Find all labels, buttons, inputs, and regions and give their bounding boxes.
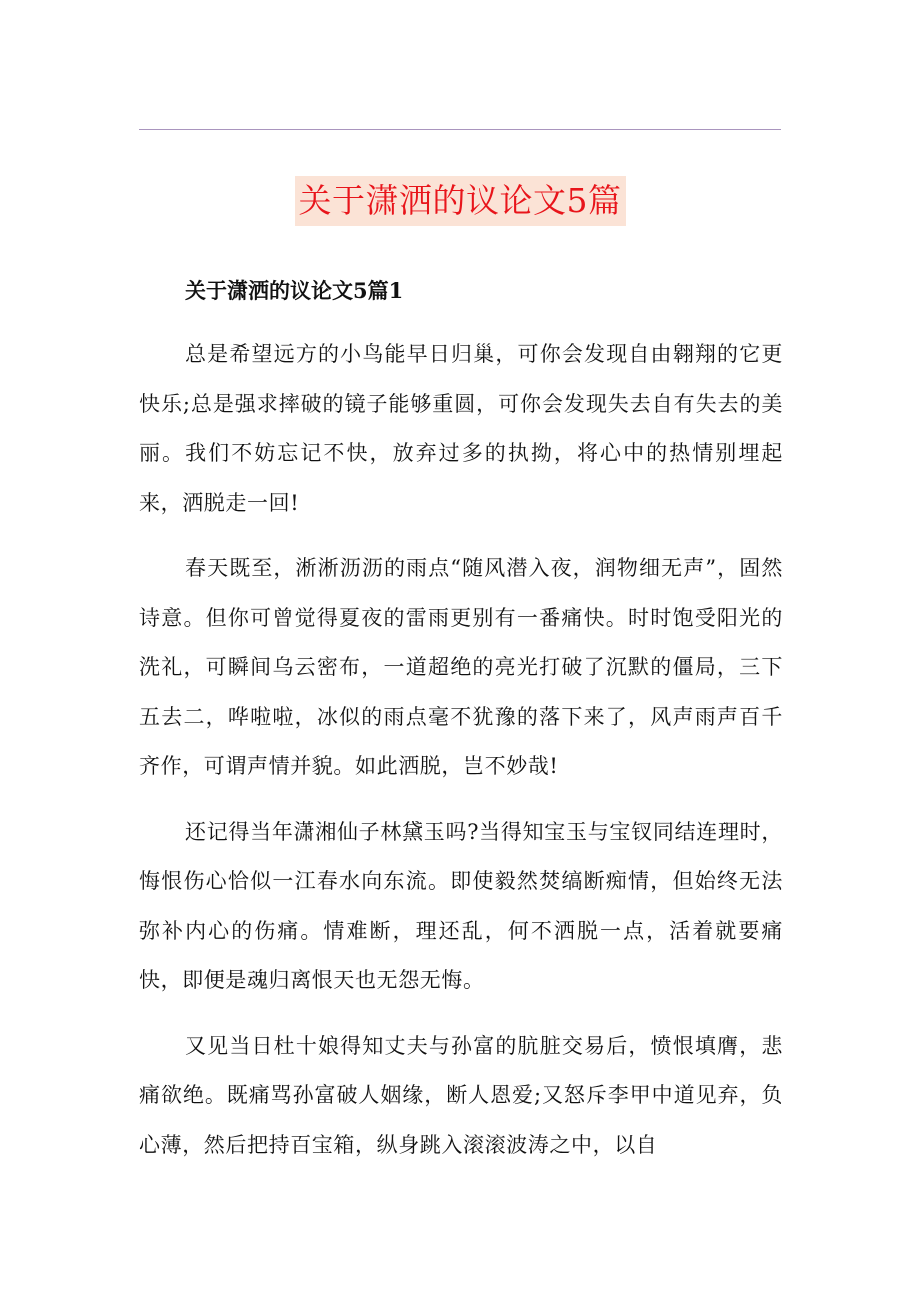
section-heading: 关于潇洒的议论文5篇1	[185, 278, 404, 303]
header-divider	[139, 129, 781, 130]
paragraph-1: 总是希望远方的小鸟能早日归巢，可你会发现自由翱翔的它更快乐;总是强求摔破的镜子能够重圆，可你会发现失去自有失去的美丽。我们不妨忘记不快，放弃过多的执拗，将心中的热情别埋起来，洒脱走一回!	[139, 342, 783, 515]
title-container	[0, 154, 920, 248]
paragraph-3: 还记得当年潇湘仙子林黛玉吗?当得知宝玉与宝钗同结连理时，悔恨伤心恰似一江春水向东流。即使毅然焚缟断痴情，但始终无法弥补内心的伤痛。情难断，理还乱，何不洒脱一点，活着就要痛快，即便是魂归离恨天也无怨无悔。	[139, 819, 783, 992]
paragraph-2: 春天既至，淅淅沥沥的雨点“随风潜入夜，润物细无声”，固然诗意。但你可曾觉得夏夜的雷雨更别有一番痛快。时时饱受阳光的洗礼，可瞬间乌云密布，一道超绝的亮光打破了沉默的僵局，三下五去二，哗啦啦，冰似的雨点毫不犹豫的落下来了，风声雨声百千齐作，可谓声情并貌。如此洒脱，岂不妙哉!	[139, 556, 783, 778]
paragraph-4: 又见当日杜十娘得知丈夫与孙富的肮脏交易后，愤恨填膺，悲痛欲绝。既痛骂孙富破人姻缘，断人恩爱;又怒斥李甲中道见弃，负心薄，然后把持百宝箱，纵身跳入滚滚波涛之中，以自	[139, 1033, 783, 1157]
document-body	[139, 270, 783, 1186]
document-title: 关于潇洒的议论文5篇	[295, 176, 626, 226]
